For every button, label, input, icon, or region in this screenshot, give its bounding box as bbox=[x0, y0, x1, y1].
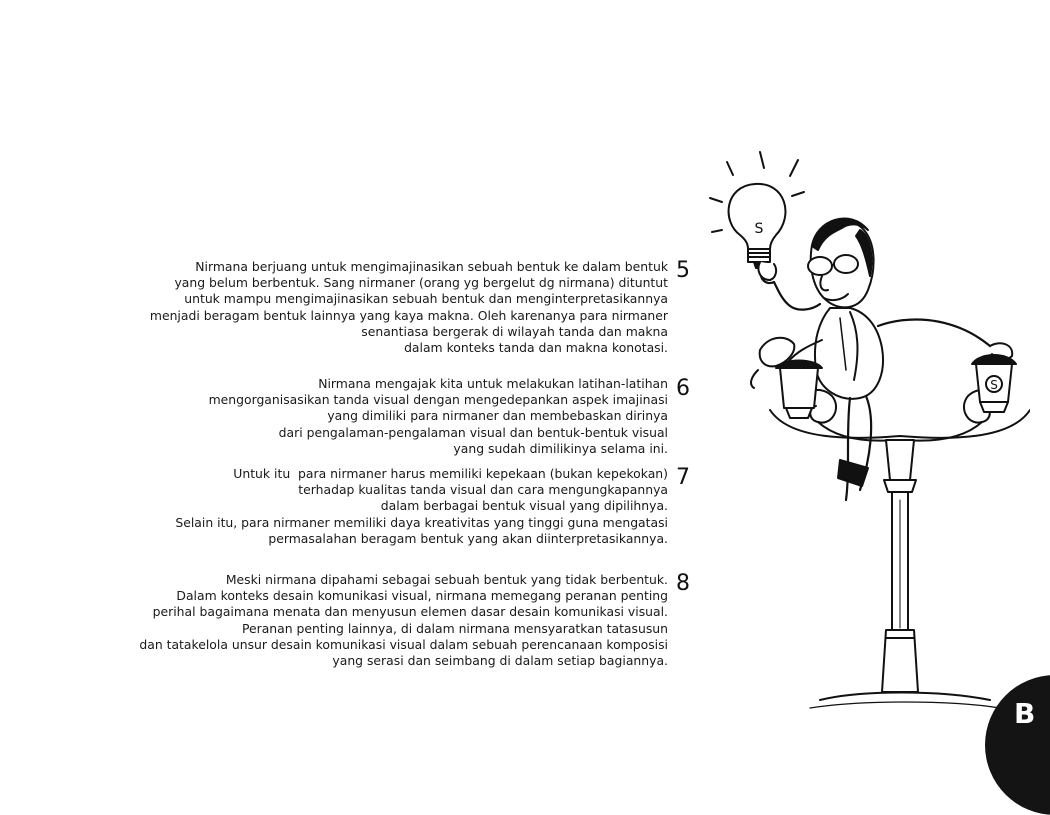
paragraph-line: mengorganisasikan tanda visual dengan mengedepankan aspek imajinasi bbox=[208, 392, 668, 408]
paragraph-line: dan tatakelola unsur desain komunikasi visual dalam sebuah perencanaan komposisi bbox=[139, 636, 668, 652]
paragraph-number-6: 6 bbox=[676, 376, 690, 401]
lamp-symbol: S bbox=[990, 378, 998, 392]
paragraph-line: Meski nirmana dipahami sebagai sebuah bentuk yang tidak berbentuk. bbox=[225, 572, 668, 587]
paragraph-line: senantiasa bergerak di wilayah tanda dan makna bbox=[361, 323, 668, 339]
paragraph-line: Dalam konteks desain komunikasi visual, nirmana memegang peranan penting bbox=[176, 588, 668, 604]
light-bulb-icon bbox=[729, 184, 786, 268]
paragraph-line: menjadi beragam bentuk lainnya yang kaya makna. Oleh karenanya para nirmaner bbox=[149, 307, 668, 323]
paragraph-line: untuk mampu mengimajinasikan sebuah bentuk dan menginterpretasikannya bbox=[184, 291, 668, 307]
paragraph-line: Selain itu, para nirmaner memiliki daya kreativitas yang tinggi guna mengatasi bbox=[175, 514, 668, 530]
paragraph-line: yang dimiliki para nirmaner dan membebaskan dirinya bbox=[327, 408, 668, 424]
paragraph-line: dalam berbagai bentuk visual yang dipilihnya. bbox=[380, 498, 668, 514]
paragraph-line: Nirmana mengajak kita untuk melakukan latihan-latihan bbox=[318, 376, 668, 391]
paragraph-line: terhadap kualitas tanda visual dan cara mengungkapannya bbox=[298, 482, 668, 498]
paragraph-line: perihal bagaimana menata dan menyusun elemen dasar desain komunikasi visual. bbox=[152, 604, 668, 620]
paragraph-number-7: 7 bbox=[676, 465, 690, 490]
paragraph-number-5: 5 bbox=[676, 258, 690, 283]
paragraph-line: yang belum berbentuk. Sang nirmaner (orang yg bergelut dg nirmana) dituntut bbox=[174, 275, 668, 291]
paragraph-6 bbox=[108, 376, 668, 457]
paragraph-line: yang serasi dan seimbang di dalam setiap bagiannya. bbox=[332, 653, 668, 669]
paragraph-line: dalam konteks tanda dan makna konotasi. bbox=[404, 340, 668, 356]
paragraph-8 bbox=[108, 572, 668, 669]
lamp-post-illustration bbox=[700, 140, 1030, 720]
paragraph-line: Untuk itu para nirmaner harus memiliki kepekaan (bukan kepekokan) bbox=[233, 466, 668, 481]
man-head bbox=[808, 219, 874, 308]
section-letter: B bbox=[1014, 697, 1036, 730]
paragraph-5 bbox=[108, 259, 668, 356]
paragraph-number-8: 8 bbox=[676, 571, 690, 596]
paragraph-line: Peranan penting lainnya, di dalam nirmana mensyaratkan tatasusun bbox=[241, 620, 668, 636]
paragraph-line: permasalahan beragam bentuk yang akan diinterpretasikannya. bbox=[268, 530, 668, 546]
bulb-symbol: S bbox=[754, 221, 764, 237]
paragraph-line: dari pengalaman-pengalaman visual dan bentuk-bentuk visual bbox=[278, 424, 668, 440]
lamp-post bbox=[770, 355, 1030, 708]
paragraph-7 bbox=[108, 466, 668, 547]
paragraph-line: yang sudah dimilikinya selama ini. bbox=[453, 440, 668, 456]
paragraph-line: Nirmana berjuang untuk mengimajinasikan sebuah bentuk ke dalam bentuk bbox=[195, 259, 668, 274]
